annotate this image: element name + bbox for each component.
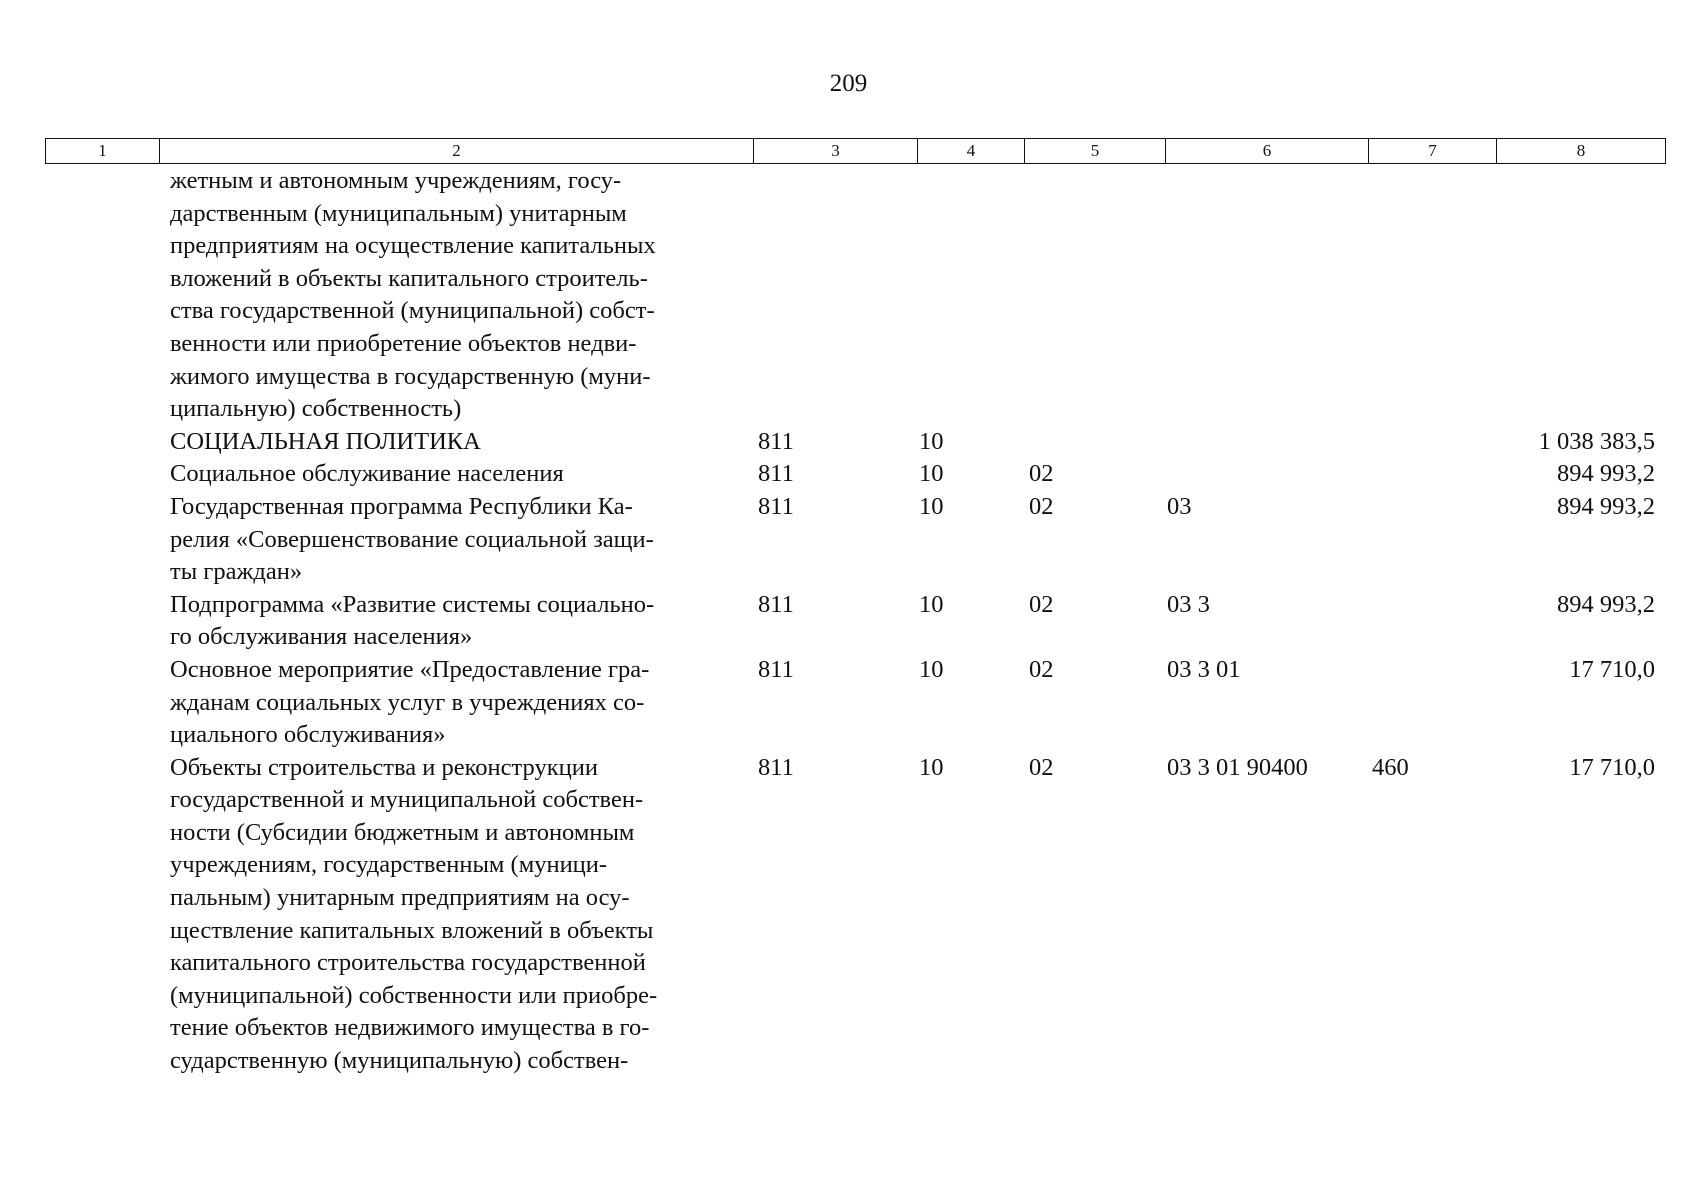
ministry-code: 811 [758,492,794,520]
amount: 894 993,2 [1557,590,1655,618]
column-header-4: 4 [918,139,1025,164]
table-row [45,491,1665,589]
subsection-code: 02 [1029,655,1054,683]
row-name: Подпрограмма «Развитие системы социально- го обслуживания населения» [170,590,655,651]
amount: 17 710,0 [1569,753,1655,781]
table-row [45,458,1665,491]
subsection-code: 02 [1029,590,1054,618]
target-article-code: 03 [1167,492,1192,520]
target-article-code: 03 3 01 90400 [1167,753,1308,781]
ministry-code: 811 [758,427,794,455]
column-header-8: 8 [1497,139,1666,164]
row-name: Основное мероприятие «Предоставление гра- жданам социальных услуг в учреждениях со- циального обслуживания» [170,655,650,749]
expense-type-code: 460 [1372,753,1409,781]
section-code: 10 [919,590,944,618]
column-header-2: 2 [160,139,754,164]
column-header-table [45,138,1666,164]
row-name: Объекты строительства и реконструкции государственной и муниципальной собствен- ности (Субсидии бюджетным и автономным учреждениям, государственным (муници- пальным) унитарным предприятиям на осу- ществление капитальных вложений в объекты капитального строительства государственной (муниципальной) собственности или приобре- тение объектов недвижимого имущества в го- сударственную (муниципальную) собствен- [170,753,658,1075]
section-code: 10 [919,753,944,781]
section-code: 10 [919,655,944,683]
section-code: 10 [919,492,944,520]
section-code: 10 [919,427,944,455]
ministry-code: 811 [758,590,794,618]
ministry-code: 811 [758,655,794,683]
page-number: 209 [829,70,868,97]
row-name: жетным и автономным учреждениям, госу- дарственным (муниципальным) унитарным предприятиям на осуществление капитальных вложений в объекты капитального строитель- ства государственной (муниципальной) собст- венности или приобретение объектов недви- жимого имущества в государственную (муни- ципальную) собственность) [170,167,656,423]
target-article-code: 03 3 01 [1167,655,1241,683]
column-header-row [46,139,1666,164]
row-name: Государственная программа Республики Ка- релия «Совершенствование социальной защи- ты граждан» [170,492,654,586]
amount: 894 993,2 [1557,460,1655,488]
row-name: СОЦИАЛЬНАЯ ПОЛИТИКА [170,427,481,455]
section-code: 10 [919,460,944,488]
table-row [45,426,1665,459]
table-row [45,589,1665,654]
amount: 17 710,0 [1569,655,1655,683]
table-row [45,654,1665,752]
amount: 894 993,2 [1557,492,1655,520]
table-row [45,752,1665,1078]
column-header-6: 6 [1166,139,1369,164]
budget-table-body [45,165,1665,1078]
column-header-3: 3 [754,139,918,164]
column-header-7: 7 [1369,139,1497,164]
row-name: Социальное обслуживание населения [170,460,564,488]
column-header-5: 5 [1025,139,1166,164]
subsection-code: 02 [1029,460,1054,488]
subsection-code: 02 [1029,753,1054,781]
subsection-code: 02 [1029,492,1054,520]
column-header-1: 1 [46,139,160,164]
ministry-code: 811 [758,460,794,488]
table-row [45,165,1665,426]
amount: 1 038 383,5 [1538,427,1655,455]
ministry-code: 811 [758,753,794,781]
target-article-code: 03 3 [1167,590,1210,618]
